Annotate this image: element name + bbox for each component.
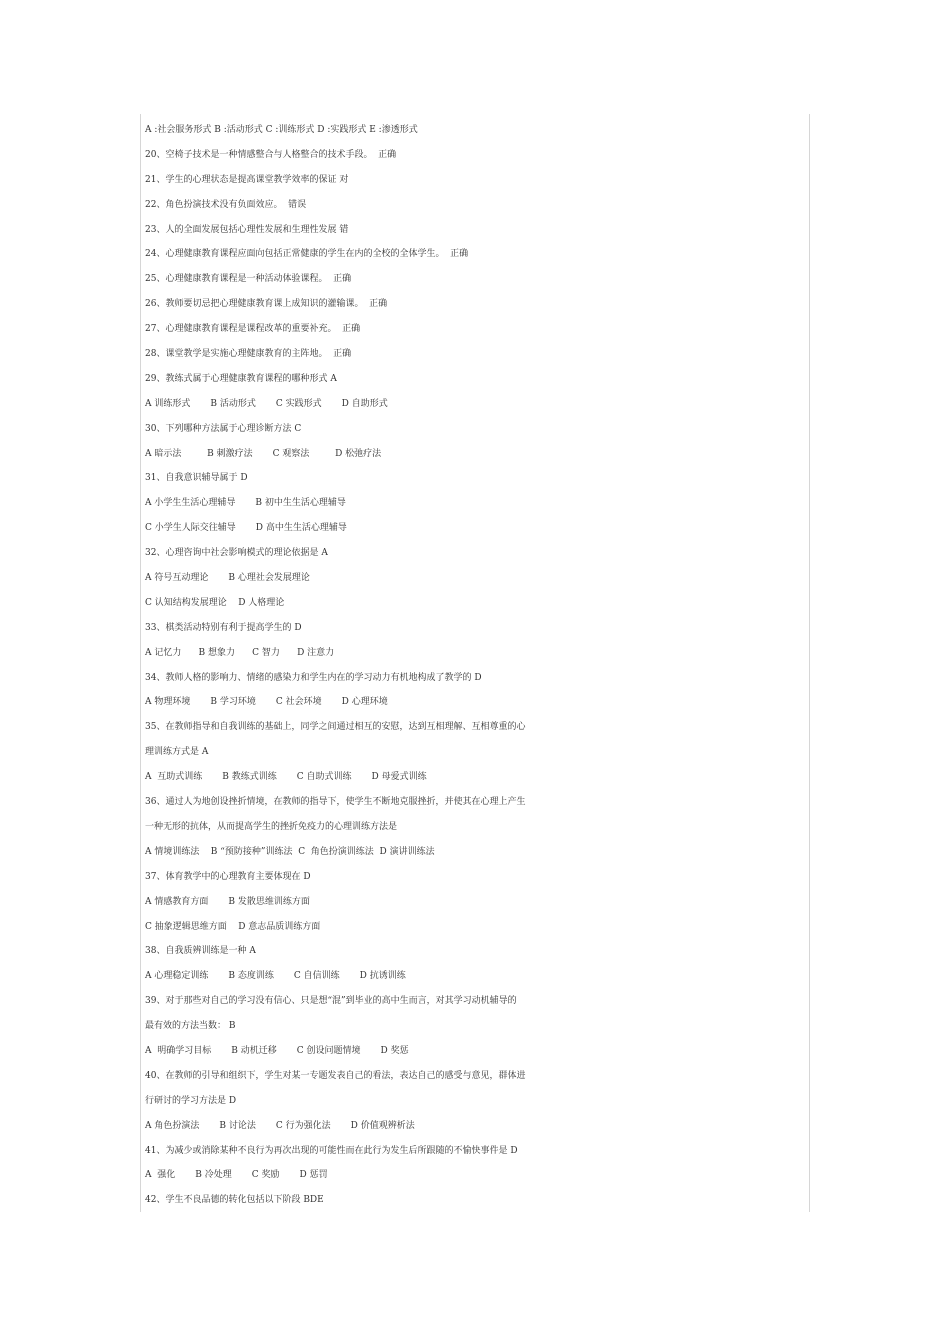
text-line: 38、自我质辨训练是一种 A bbox=[145, 946, 256, 957]
text-line: A 角色扮演法 B 讨论法 C 行为强化法 D 价值观辨析法 bbox=[145, 1120, 415, 1131]
text-line: 32、心理咨询中社会影响模式的理论依据是 A bbox=[145, 548, 328, 559]
text-line: 36、通过人为地创设挫折情境，在教师的指导下，使学生不断地克服挫折，并使其在心理上产生 bbox=[145, 797, 526, 808]
text-line: 一种无形的抗体，从而提高学生的挫折免疫力的心理训练方法是 bbox=[145, 821, 398, 832]
text-line: 理训练方式是 A bbox=[145, 747, 209, 758]
text-line: A 心理稳定训练 B 态度训练 C 自信训练 D 抗诱训练 bbox=[145, 971, 406, 982]
text-line: 26、教师要切忌把心理健康教育课上成知识的灌输课。 正确 bbox=[145, 299, 388, 310]
text-line: A 强化 B 冷处理 C 奖励 D 惩罚 bbox=[145, 1170, 328, 1181]
text-line: 20、空椅子技术是一种情感整合与人格整合的技术手段。 正确 bbox=[145, 149, 397, 160]
text-line: A 物理环境 B 学习环境 C 社会环境 D 心理环境 bbox=[145, 697, 388, 708]
text-line: C 抽象逻辑思维方面 D 意志品质训练方面 bbox=[145, 921, 321, 932]
text-line: A 情境训练法 B “预防接种”训练法 C 角色扮演训练法 D 演讲训练法 bbox=[145, 846, 435, 857]
text-line: A 暗示法 B 刺激疗法 C 观察法 D 松弛疗法 bbox=[145, 448, 382, 459]
text-line: 39、对于那些对自己的学习没有信心、只是想“混”到毕业的高中生而言，对其学习动机辅导的 bbox=[145, 996, 517, 1007]
text-line: 29、教练式属于心理健康教育课程的哪种形式 A bbox=[145, 373, 337, 384]
text-line: A 训练形式 B 活动形式 C 实践形式 D 自助形式 bbox=[145, 398, 388, 409]
text-line: 35、在教师指导和自我训练的基础上，同学之间通过相互的安慰，达到互相理解、互相尊重的心 bbox=[145, 722, 526, 733]
text-line: 30、下列哪种方法属于心理诊断方法 C bbox=[145, 423, 302, 434]
text-line: 22、角色扮演技术没有负面效应。 错误 bbox=[145, 199, 307, 210]
text-line: A 情感教育方面 B 发散思维训练方面 bbox=[145, 896, 310, 907]
text-line: 37、体育教学中的心理教育主要体现在 D bbox=[145, 871, 311, 882]
text-line: 31、自我意识辅导属于 D bbox=[145, 473, 248, 484]
text-line: C 小学生人际交往辅导 D 高中生生活心理辅导 bbox=[145, 523, 347, 534]
text-line: 行研讨的学习方法是 D bbox=[145, 1095, 237, 1106]
text-line: 24、心理健康教育课程应面向包括正常健康的学生在内的全校的全体学生。 正确 bbox=[145, 249, 469, 260]
text-line: 33、棋类活动特别有利于提高学生的 D bbox=[145, 622, 302, 633]
text-line: 41、为减少或消除某种不良行为再次出现的可能性而在此行为发生后所跟随的不愉快事件是 D bbox=[145, 1145, 518, 1156]
text-line: C 认知结构发展理论 D 人格理论 bbox=[145, 597, 285, 608]
text-line: 42、学生不良品德的转化包括以下阶段 BDE bbox=[145, 1195, 324, 1206]
text-line: 40、在教师的引导和组织下，学生对某一专题发表自己的看法，表达自己的感受与意见，群体进 bbox=[145, 1070, 526, 1081]
text-line: A 记忆力 B 想象力 C 智力 D 注意力 bbox=[145, 647, 335, 658]
document-text bbox=[145, 118, 809, 1213]
text-line: 28、课堂教学是实施心理健康教育的主阵地。 正确 bbox=[145, 349, 352, 360]
text-line: A 符号互动理论 B 心理社会发展理论 bbox=[145, 573, 310, 584]
text-line: A 互助式训练 B 教练式训练 C 自助式训练 D 母爱式训练 bbox=[145, 772, 427, 783]
text-line: 最有效的方法当数： B bbox=[145, 1021, 236, 1032]
text-line: 23、人的全面发展包括心理性发展和生理性发展 错 bbox=[145, 224, 349, 235]
text-line: 25、心理健康教育课程是一种活动体验课程。 正确 bbox=[145, 274, 352, 285]
text-line: 21、学生的心理状态是提高课堂教学效率的保证 对 bbox=[145, 174, 349, 185]
text-line: A 小学生生活心理辅导 B 初中生生活心理辅导 bbox=[145, 498, 346, 509]
text-line: A 明确学习目标 B 动机迁移 C 创设问题情境 D 奖惩 bbox=[145, 1045, 409, 1056]
text-line: A :社会服务形式 B :活动形式 C :训练形式 D :实践形式 E :渗透形式 bbox=[145, 125, 418, 135]
text-line: 34、教师人格的影响力、情绪的感染力和学生内在的学习动力有机地构成了教学的 D bbox=[145, 672, 482, 683]
text-line: 27、心理健康教育课程是课程改革的重要补充。 正确 bbox=[145, 324, 361, 335]
